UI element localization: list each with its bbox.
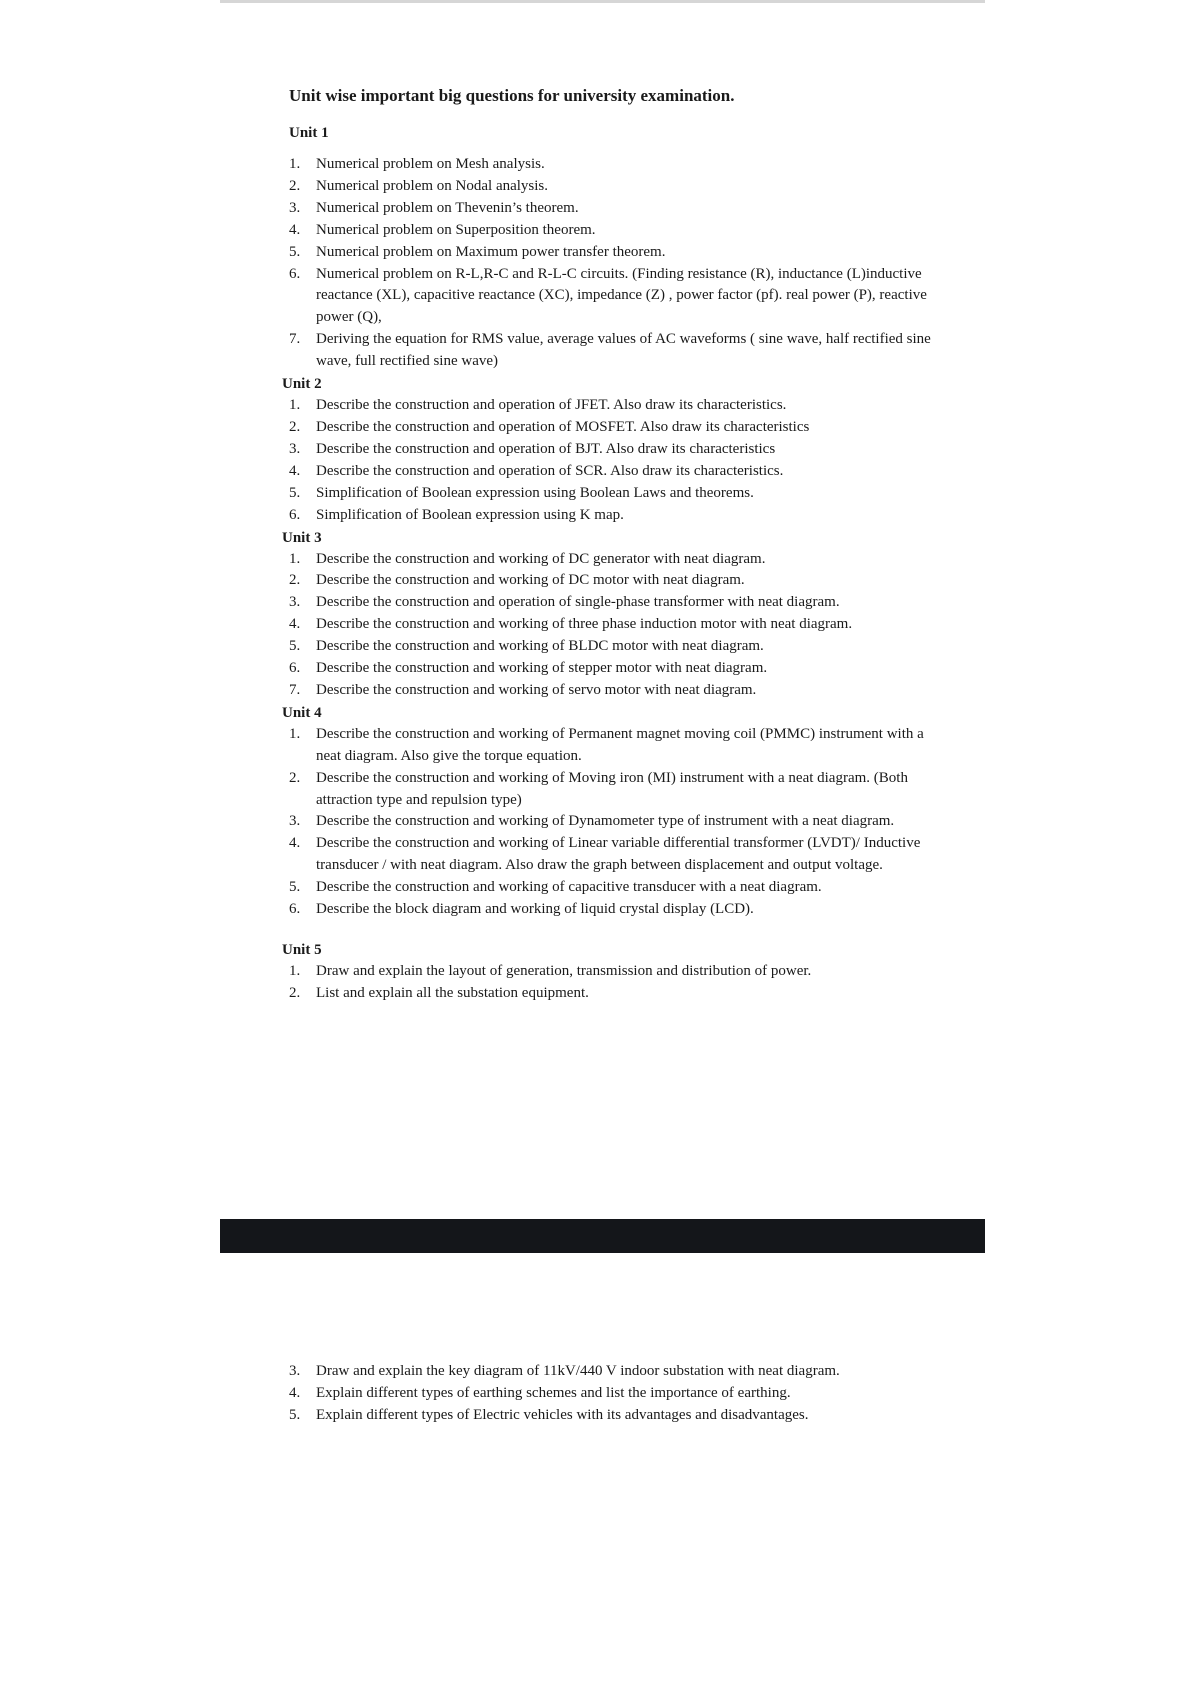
question-item: 1. Draw and explain the layout of generation, transmission and distribution of power. [289, 963, 812, 979]
question-item: 3. Describe the construction and operation of single-phase transformer with neat diagram. [289, 594, 840, 611]
question-item: 6. Simplification of Boolean expression using K map. [289, 506, 624, 523]
question-item: 4. Describe the construction and working of Linear variable differential transformer (LVDT)/ Inductive transducer / with neat diagram. Also draw the graph between displacement and output voltage. [289, 835, 921, 874]
question-item: 7. Deriving the equation for RMS value, average values of AC waveforms ( sine wave, half rectified sine wave, full rectified sine wave) [289, 331, 931, 370]
question-item: 6. Describe the construction and working of stepper motor with neat diagram. [289, 660, 768, 677]
page-break-band [220, 1219, 985, 1253]
unit-3-question-list [282, 549, 932, 702]
question-item: 5. Describe the construction and working of BLDC motor with neat diagram. [289, 638, 764, 655]
question-item: 7. Describe the construction and working of servo motor with neat diagram. [289, 681, 757, 698]
unit-5-question-list [282, 961, 932, 1005]
question-item: 4. Explain different types of earthing schemes and list the importance of earthing. [289, 1384, 791, 1401]
unit-2-question-list [282, 395, 932, 526]
document-title: Unit wise important big questions for university examination. [289, 86, 735, 105]
question-sheet-continued [282, 1361, 932, 1427]
question-item: 2. Numerical problem on Nodal analysis. [289, 177, 549, 194]
unit-1-question-list [282, 154, 932, 373]
unit-4-question-list [282, 724, 932, 921]
unit-5-heading: Unit 5 [282, 942, 322, 958]
question-item: 3. Numerical problem on Thevenin’s theorem. [289, 199, 579, 216]
unit-1-heading: Unit 1 [289, 125, 329, 141]
question-sheet [282, 86, 932, 1005]
question-item: 5. Explain different types of Electric vehicles with its advantages and disadvantages. [289, 1406, 809, 1423]
unit-5-continued-question-list [282, 1361, 932, 1427]
question-item: 6. Numerical problem on R-L,R-C and R-L-C circuits. (Finding resistance (R), inductance (L)inductive reactance (XL), capacitive reactance (XC), impedance (Z) , power factor (pf). real power (P), reactive power (Q), [289, 265, 927, 326]
question-item: 2. Describe the construction and working of Moving iron (MI) instrument with a neat diagram. (Both attraction type and repulsion type) [289, 769, 908, 808]
unit-2-heading: Unit 2 [282, 376, 322, 393]
unit-4-heading: Unit 4 [282, 704, 322, 721]
question-item: 5. Describe the construction and working of capacitive transducer with a neat diagram. [289, 879, 822, 896]
question-item: 2. List and explain all the substation equipment. [289, 984, 589, 1001]
question-item: 5. Simplification of Boolean expression using Boolean Laws and theorems. [289, 484, 754, 501]
question-item: 6. Describe the block diagram and working of liquid crystal display (LCD). [289, 901, 754, 918]
question-item: 4. Numerical problem on Superposition theorem. [289, 221, 596, 238]
question-item: 4. Describe the construction and operation of SCR. Also draw its characteristics. [289, 462, 784, 479]
question-item: 1. Describe the construction and working of Permanent magnet moving coil (PMMC) instrument with a neat diagram. Also give the torque equation. [289, 725, 924, 764]
question-item: 3. Describe the construction and operation of BJT. Also draw its characteristics [289, 440, 776, 457]
question-item: 3. Draw and explain the key diagram of 11kV/440 V indoor substation with neat diagram. [289, 1363, 840, 1379]
question-item: 1. Describe the construction and working of DC generator with neat diagram. [289, 550, 766, 567]
question-item: 1. Describe the construction and operation of JFET. Also draw its characteristics. [289, 397, 787, 414]
question-item: 5. Numerical problem on Maximum power transfer theorem. [289, 243, 666, 260]
top-divider [220, 0, 985, 3]
question-item: 2. Describe the construction and operation of MOSFET. Also draw its characteristics [289, 418, 810, 435]
question-item: 2. Describe the construction and working of DC motor with neat diagram. [289, 572, 745, 589]
unit-3-heading: Unit 3 [282, 529, 322, 546]
question-item: 1. Numerical problem on Mesh analysis. [289, 156, 545, 172]
question-item: 4. Describe the construction and working of three phase induction motor with neat diagram. [289, 616, 853, 633]
question-item: 3. Describe the construction and working of Dynamometer type of instrument with a neat diagram. [289, 813, 895, 830]
